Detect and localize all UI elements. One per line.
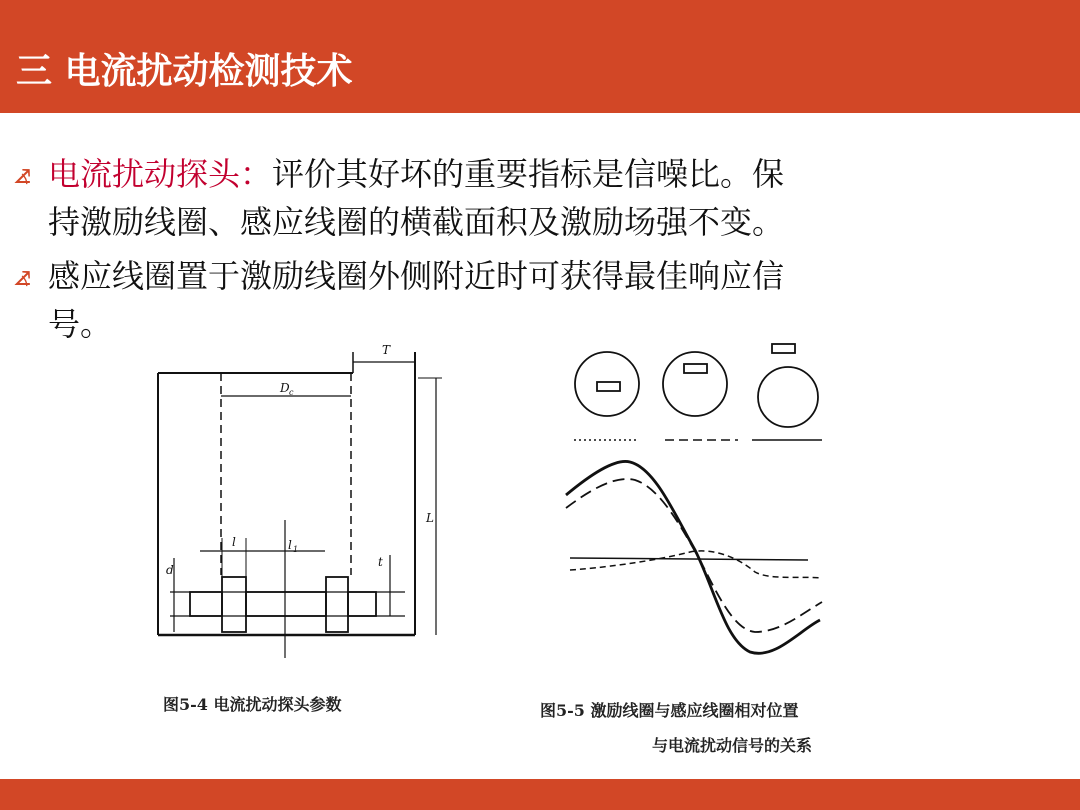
bullet-1: [14, 150, 954, 246]
label-L: L: [426, 511, 434, 525]
figure-2-caption-line2: 与电流扰动信号的关系: [652, 736, 813, 755]
figure-2-caption-line1: 图5-5 激励线圈与感应线圈相对位置: [540, 701, 799, 720]
label-l1: l: [288, 538, 292, 552]
label-t: t: [378, 555, 383, 569]
footer-bar: [0, 779, 1080, 810]
bullet-2: [14, 252, 954, 348]
bullet-1-line2: 持激励线圈、感应线圈的横截面积及激励场强不变。: [48, 203, 785, 241]
probe-parameter-figure: [150, 340, 450, 660]
bullet-2-line2: 号。: [48, 305, 113, 343]
label-Dc: D: [280, 381, 290, 395]
label-T: T: [382, 343, 391, 357]
bullet-1-highlight: 电流扰动探头：: [48, 155, 273, 193]
figure-1-caption: 图5-4 电流扰动探头参数: [163, 695, 342, 714]
label-d: d: [166, 563, 174, 577]
slide-title: 三 电流扰动检测技术: [16, 51, 353, 92]
bullet-marker-icon: ⦨: [14, 156, 31, 191]
bullet-1-line1: 评价其好坏的重要指标是信噪比。保: [272, 155, 785, 193]
bullet-2-line1: 感应线圈置于激励线圈外侧附近时可获得最佳响应信: [48, 257, 785, 295]
coil-signal-figure: [560, 340, 840, 660]
label-l: l: [232, 535, 236, 549]
bullet-marker-icon: ⦨: [14, 258, 31, 293]
label-l1-sub: 1: [293, 545, 299, 554]
label-Dc-sub: c: [289, 388, 294, 397]
